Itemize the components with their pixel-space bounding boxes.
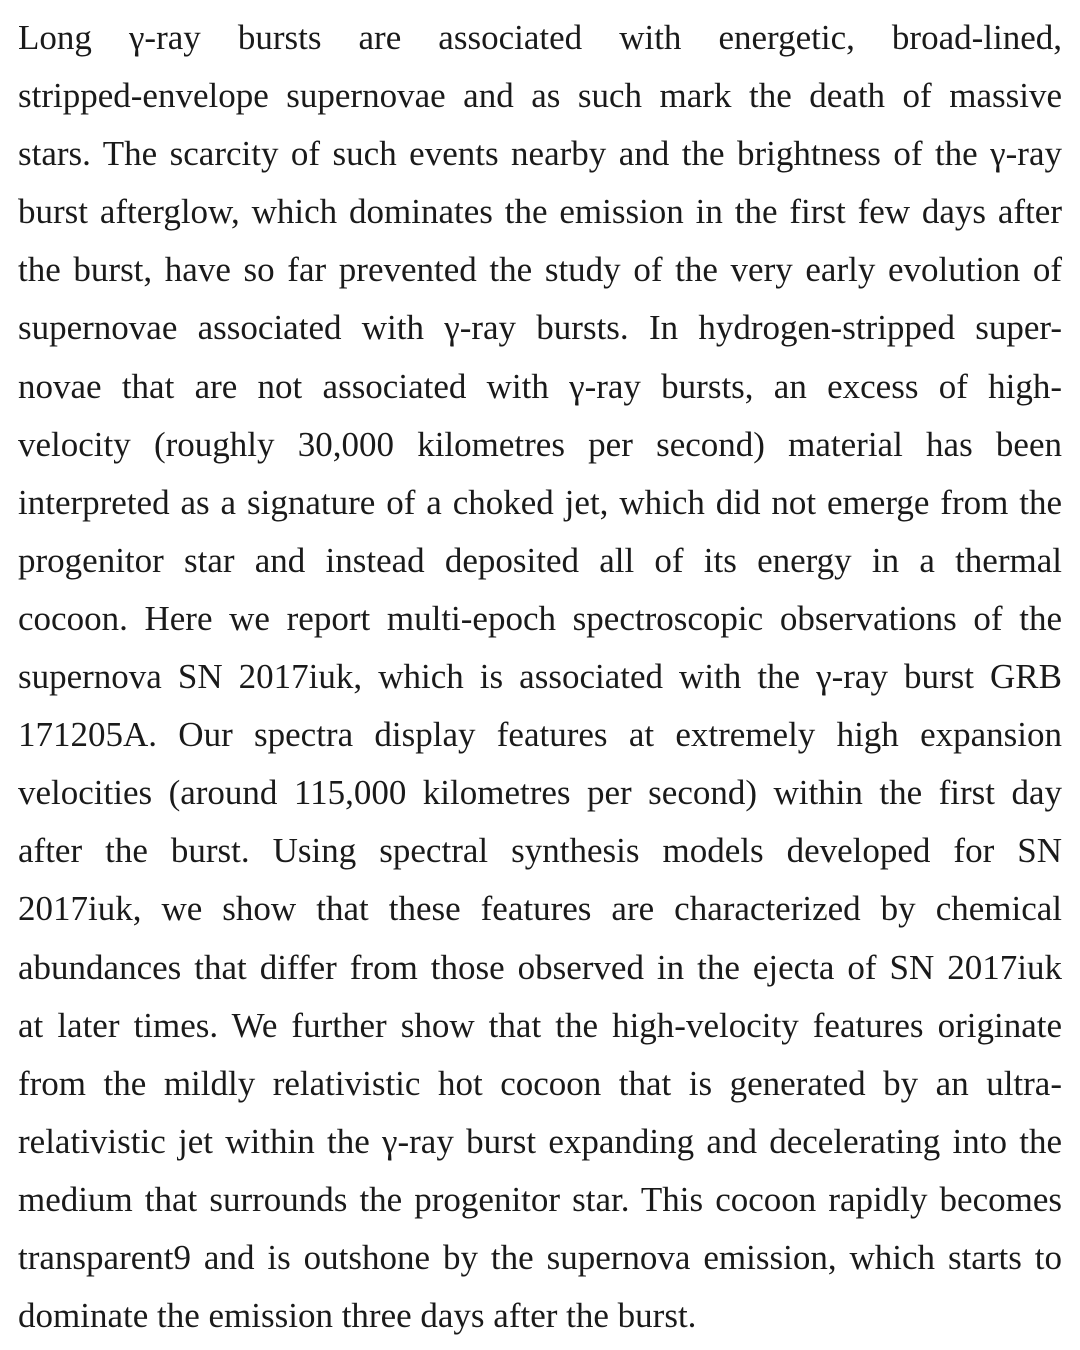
text-line: interpreted as a signature of a choked jet, which did not emerge from the bbox=[18, 482, 1062, 522]
text-line: from the mildly relativistic hot cocoon that is generated by an ultra- bbox=[18, 1063, 1062, 1103]
text-line: velocities (around 115,000 kilometres per second) within the first day bbox=[18, 773, 1062, 813]
text-line: 2017iuk, we show that these features are characterized by chemical bbox=[18, 889, 1062, 929]
text-line: abundances that differ from those observed in the ejecta of SN 2017iuk bbox=[18, 947, 1062, 987]
text-line: burst afterglow, which dominates the emission in the first few days after bbox=[18, 192, 1062, 232]
abstract-paragraph bbox=[18, 9, 1062, 1345]
text-line: supernova SN 2017iuk, which is associated with the γ-ray burst GRB bbox=[18, 657, 1062, 697]
text-line: at later times. We further show that the high-velocity features originate bbox=[18, 1005, 1062, 1045]
text-line: medium that surrounds the progenitor star. This cocoon rapidly becomes bbox=[18, 1179, 1062, 1219]
text-line: progenitor star and instead deposited all of its energy in a thermal bbox=[18, 540, 1062, 580]
text-line: dominate the emission three days after the burst. bbox=[18, 1296, 697, 1336]
text-line: stripped-envelope supernovae and as such mark the death of massive bbox=[18, 76, 1062, 116]
text-line: Long γ-ray bursts are associated with energetic, broad-lined, bbox=[18, 18, 1062, 57]
text-line: cocoon. Here we report multi-epoch spectroscopic observations of the bbox=[18, 598, 1062, 638]
text-line: relativistic jet within the γ-ray burst expanding and decelerating into the bbox=[18, 1121, 1062, 1161]
text-line: 171205A. Our spectra display features at extremely high expansion bbox=[18, 715, 1062, 755]
text-line: after the burst. Using spectral synthesis models developed for SN bbox=[18, 831, 1062, 871]
text-line: stars. The scarcity of such events nearby and the brightness of the γ-ray bbox=[18, 134, 1062, 174]
text-line: supernovae associated with γ-ray bursts. In hydrogen-stripped super- bbox=[18, 308, 1062, 348]
text-line: novae that are not associated with γ-ray bursts, an excess of high- bbox=[18, 366, 1062, 406]
text-line: velocity (roughly 30,000 kilometres per second) material has been bbox=[18, 424, 1062, 464]
text-line: transparent9 and is outshone by the supernova emission, which starts to bbox=[18, 1237, 1062, 1277]
text-line: the burst, have so far prevented the study of the very early evolution of bbox=[18, 250, 1062, 290]
